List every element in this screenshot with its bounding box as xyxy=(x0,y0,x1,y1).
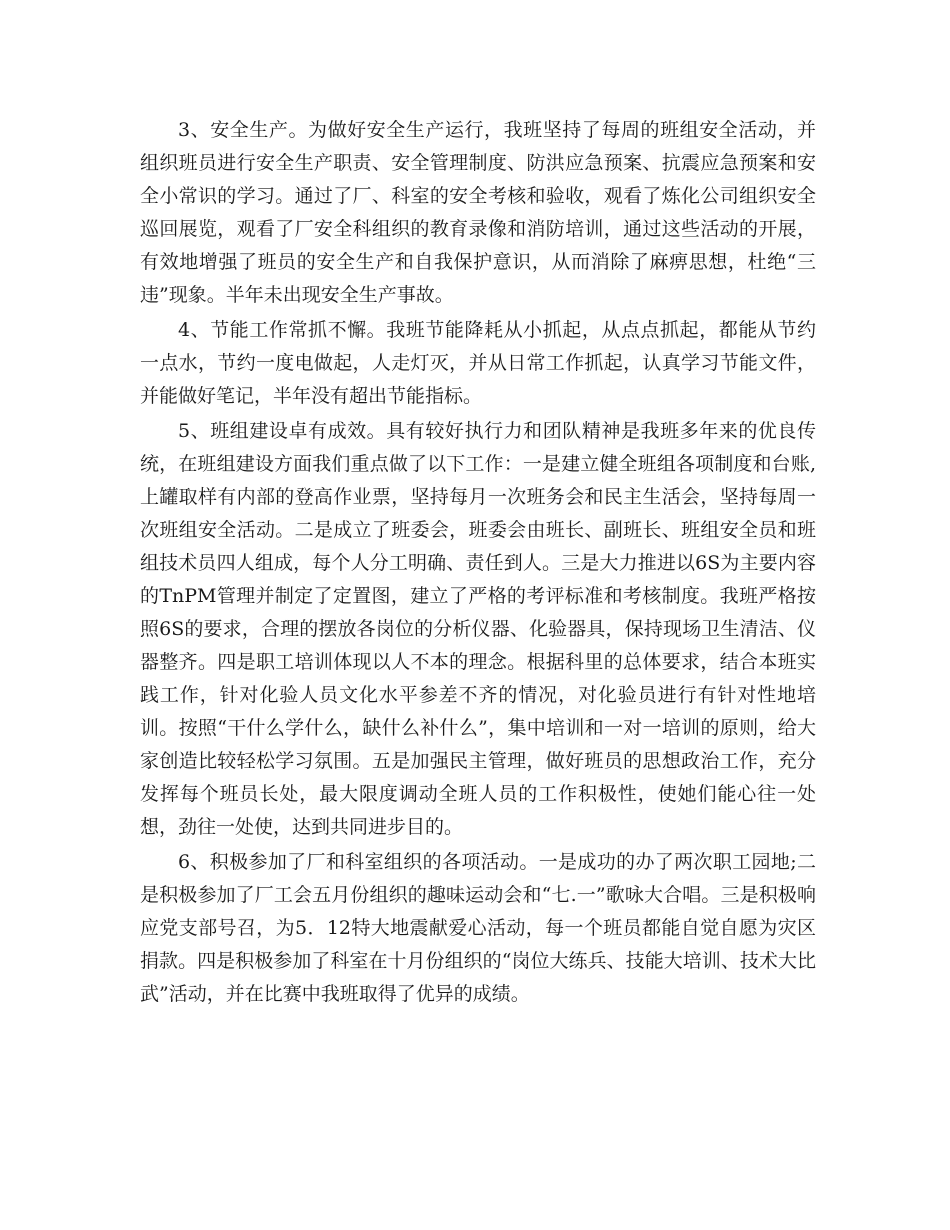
paragraph-energy-saving: 4、节能工作常抓不懈。我班节能降耗从小抓起，从点点抓起，都能从节约一点水，节约一度电做起，人走灯灭，并从日常工作抓起，认真学习节能文件，并能做好笔记，半年没有超出节能指标。 xyxy=(140,319,816,407)
paragraph-safety-production: 3、安全生产。为做好安全生产运行，我班坚持了每周的班组安全活动，并组织班员进行安全生产职责、安全管理制度、防洪应急预案、抗震应急预案和安全小常识的学习。通过了厂、科室的安全考核和验收，观看了炼化公司组织安全巡回展览，观看了厂安全科组织的教育录像和消防培训，通过这些活动的开展，有效地增强了班员的安全生产和自我保护意识，从而消除了麻痹思想，杜绝“三违”现象。半年未出现安全生产事故。 xyxy=(140,119,816,306)
document-body xyxy=(140,114,816,1013)
paragraph-activities: 6、积极参加了厂和科室组织的各项活动。一是成功的办了两次职工园地;二是积极参加了厂工会五月份组织的趣味运动会和“七.一”歌咏大合唱。三是积极响应党支部号召，为5．12特大地震献爱心活动，每一个班员都能自觉自愿为灾区捐款。四是积极参加了科室在十月份组织的“岗位大练兵、技能大培训、技术大比武”活动，并在比赛中我班取得了优异的成绩。 xyxy=(140,851,816,1005)
paragraph-team-building: 5、班组建设卓有成效。具有较好执行力和团队精神是我班多年来的优良传统，在班组建设方面我们重点做了以下工作：一是建立健全班组各项制度和台账,上罐取样有内部的登高作业票，坚持每月一次班务会和民主生活会，坚持每周一次班组安全活动。二是成立了班委会，班委会由班长、副班长、班组安全员和班组技术员四人组成，每个人分工明确、责任到人。三是大力推进以6S为主要内容的TnPM管理并制定了定置图，建立了严格的考评标准和考核制度。我班严格按照6S的要求，合理的摆放各岗位的分析仪器、化验器具，保持现场卫生清洁、仪器整齐。四是职工培训体现以人不本的理念。根据科里的总体要求，结合本班实践工作，针对化验人员文化水平参差不齐的情况，对化验员进行有针对性地培训。按照“干什么学什么，缺什么补什么”，集中培训和一对一培训的原则，给大家创造比较轻松学习氛围。五是加强民主管理，做好班员的思想政治工作，充分发挥每个班员长处，最大限度调动全班人员的工作积极性，使她们能心往一处想，劲往一处使，达到共同进步目的。 xyxy=(140,420,816,838)
